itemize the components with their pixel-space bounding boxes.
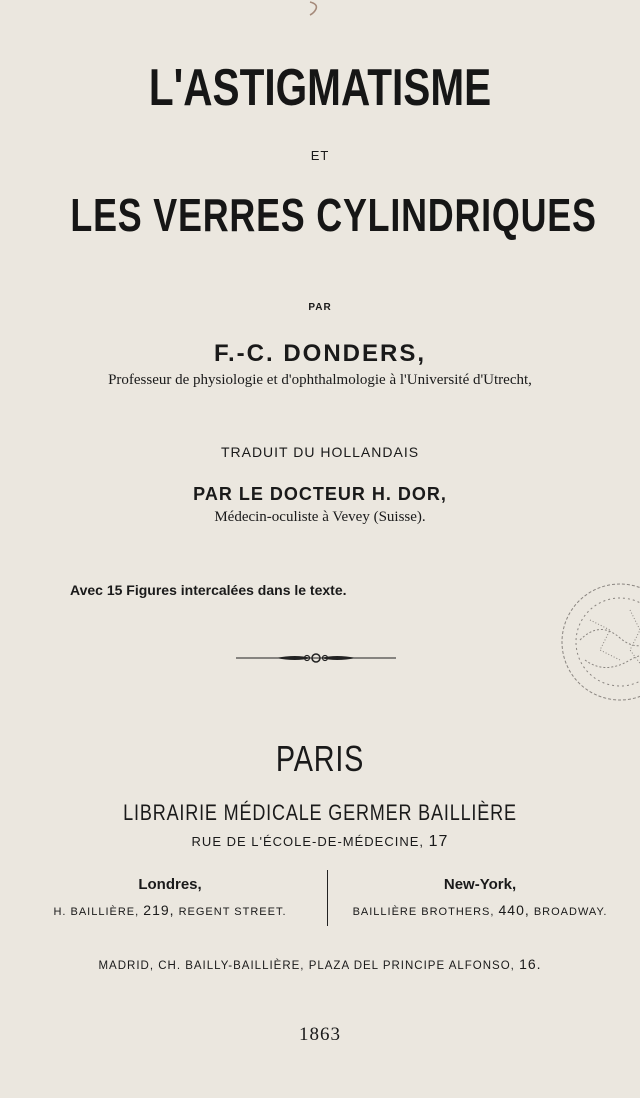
title-conjunction: ET xyxy=(310,148,330,163)
newyork-number: 440, xyxy=(498,902,530,918)
madrid-address xyxy=(0,956,640,972)
publisher-address xyxy=(0,833,640,851)
ornament-rule-icon xyxy=(236,651,396,665)
subtitle: LES VERRES CYLINDRIQUES xyxy=(70,189,597,241)
par-label: PAR xyxy=(308,302,332,313)
publication-year: 1863 xyxy=(299,1024,341,1045)
london-street: REGENT STREET. xyxy=(178,906,287,918)
london-number: 219, xyxy=(143,902,175,918)
branch-offices xyxy=(0,866,640,946)
london-publisher: H. BAILLIÈRE, xyxy=(53,906,140,918)
madrid-publisher: MADRID, CH. BAILLY-BAILLIÈRE, PLAZA DEL PRINCIPE ALFONSO, xyxy=(98,960,515,972)
translator-role: Médecin-oculiste à Vevey (Suisse). xyxy=(214,509,426,525)
translator-name: PAR LE DOCTEUR H. DOR, xyxy=(193,484,447,504)
translation-note: TRADUIT DU HOLLANDAIS xyxy=(220,444,420,460)
author-position: Professeur de physiologie et d'ophthalmologie à l'Université d'Utrecht, xyxy=(108,372,532,388)
london-address xyxy=(20,902,320,918)
author-name: F.-C. DONDERS, xyxy=(213,340,426,367)
newyork-publisher: BAILLIÈRE BROTHERS, xyxy=(352,906,495,918)
imprint-city: PARIS xyxy=(275,738,365,779)
address-street: RUE DE L'ÉCOLE-DE-MÉDECINE, xyxy=(191,834,425,849)
newyork-city: New-York, xyxy=(443,876,517,893)
newyork-address xyxy=(330,902,630,918)
address-number: 17 xyxy=(428,833,449,850)
pencil-mark-icon xyxy=(308,0,320,18)
publisher-name: LIBRAIRIE MÉDICALE GERMER BAILLIÈRE xyxy=(123,800,517,825)
library-stamp-icon xyxy=(560,580,640,740)
london-city: Londres, xyxy=(138,876,202,893)
newyork-street: BROADWAY. xyxy=(533,906,608,918)
column-divider xyxy=(327,870,328,926)
figures-note: Avec 15 Figures intercalées dans le texte. xyxy=(70,582,347,598)
madrid-number: 16. xyxy=(519,956,542,972)
main-title: L'ASTIGMATISME xyxy=(148,59,492,117)
